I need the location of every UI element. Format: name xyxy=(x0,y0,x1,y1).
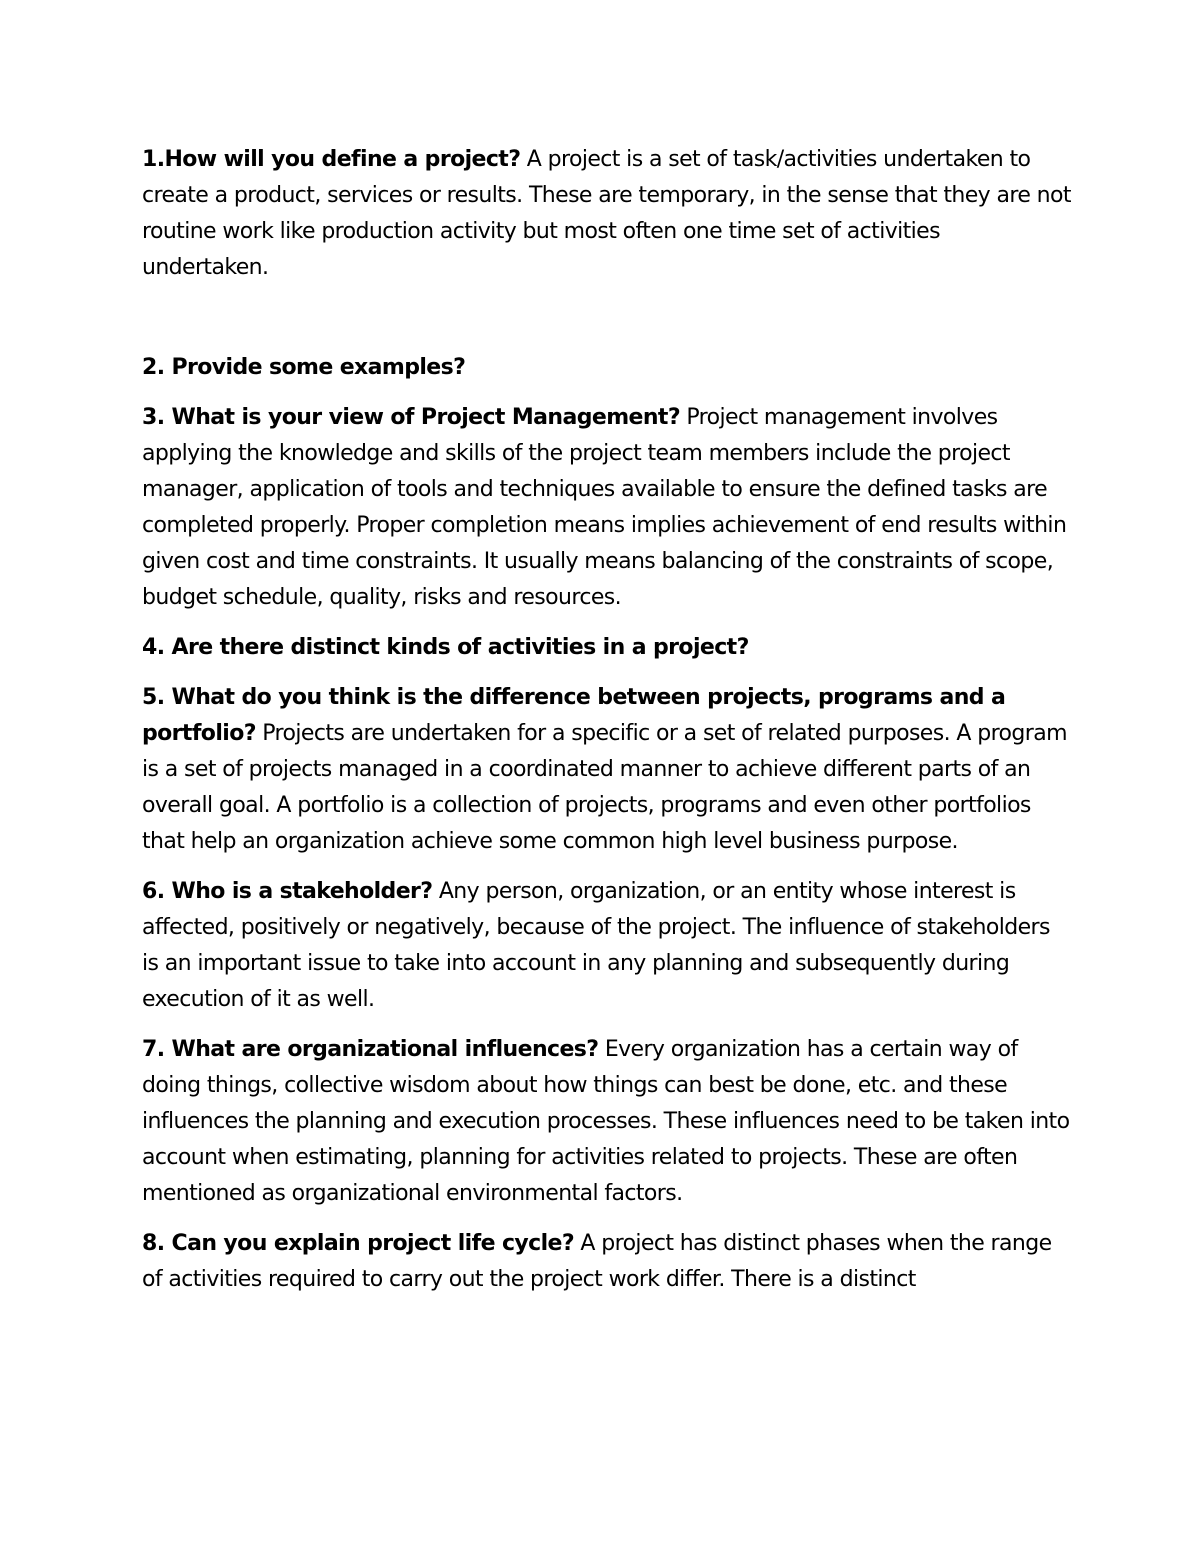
answer-5: Projects are undertaken for a specific or a set of related purposes. A program is a set of projects managed in a coordinated manner to achieve different parts of an overall goal. A portfolio is a collection of projects, programs and even other portfolios that help an organization achieve some common high level business purpose. xyxy=(142,721,1067,854)
question-6: 6. Who is a stakeholder? xyxy=(142,879,433,904)
question-7: 7. What are organizational influences? xyxy=(142,1037,599,1062)
question-1: 1.How will you define a project? xyxy=(142,147,521,172)
document-body xyxy=(142,142,1072,1312)
answer-6: Any person, organization, or an entity whose interest is affected, positively or negatively, because of the project. The influence of stakeholders is an important issue to take into account in any planning and subsequently during execution of it as well. xyxy=(142,879,1050,1012)
qa-item-8 xyxy=(142,1226,1072,1298)
question-2: 2. Provide some examples? xyxy=(142,355,466,380)
question-5: 5. What do you think is the difference between projects, programs and a portfolio? xyxy=(142,685,1006,746)
qa-item-4 xyxy=(142,630,1072,666)
answer-1: A project is a set of task/activities undertaken to create a product, services or results. These are temporary, in the sense that they are not routine work like production activity but most often one time set of activities undertaken. xyxy=(142,147,1071,280)
qa-item-2 xyxy=(142,350,1072,386)
qa-item-5 xyxy=(142,680,1072,860)
qa-item-7 xyxy=(142,1032,1072,1212)
question-8: 8. Can you explain project life cycle? xyxy=(142,1231,574,1256)
question-4: 4. Are there distinct kinds of activities in a project? xyxy=(142,635,749,660)
answer-8: A project has distinct phases when the range of activities required to carry out the project work differ. There is a distinct xyxy=(142,1231,1052,1292)
question-3: 3. What is your view of Project Management? xyxy=(142,405,680,430)
qa-item-6 xyxy=(142,874,1072,1018)
answer-7: Every organization has a certain way of doing things, collective wisdom about how things can best be done, etc. and these influences the planning and execution processes. These influences need to be taken into account when estimating, planning for activities related to projects. These are often mentioned as organizational environmental factors. xyxy=(142,1037,1070,1206)
qa-item-3 xyxy=(142,400,1072,616)
answer-3: Project management involves applying the knowledge and skills of the project team members include the project manager, application of tools and techniques available to ensure the defined tasks are completed properly. Proper completion means implies achievement of end results within given cost and time constraints. It usually means balancing of the constraints of scope, budget schedule, quality, risks and resources. xyxy=(142,405,1067,610)
qa-item-1 xyxy=(142,142,1072,286)
